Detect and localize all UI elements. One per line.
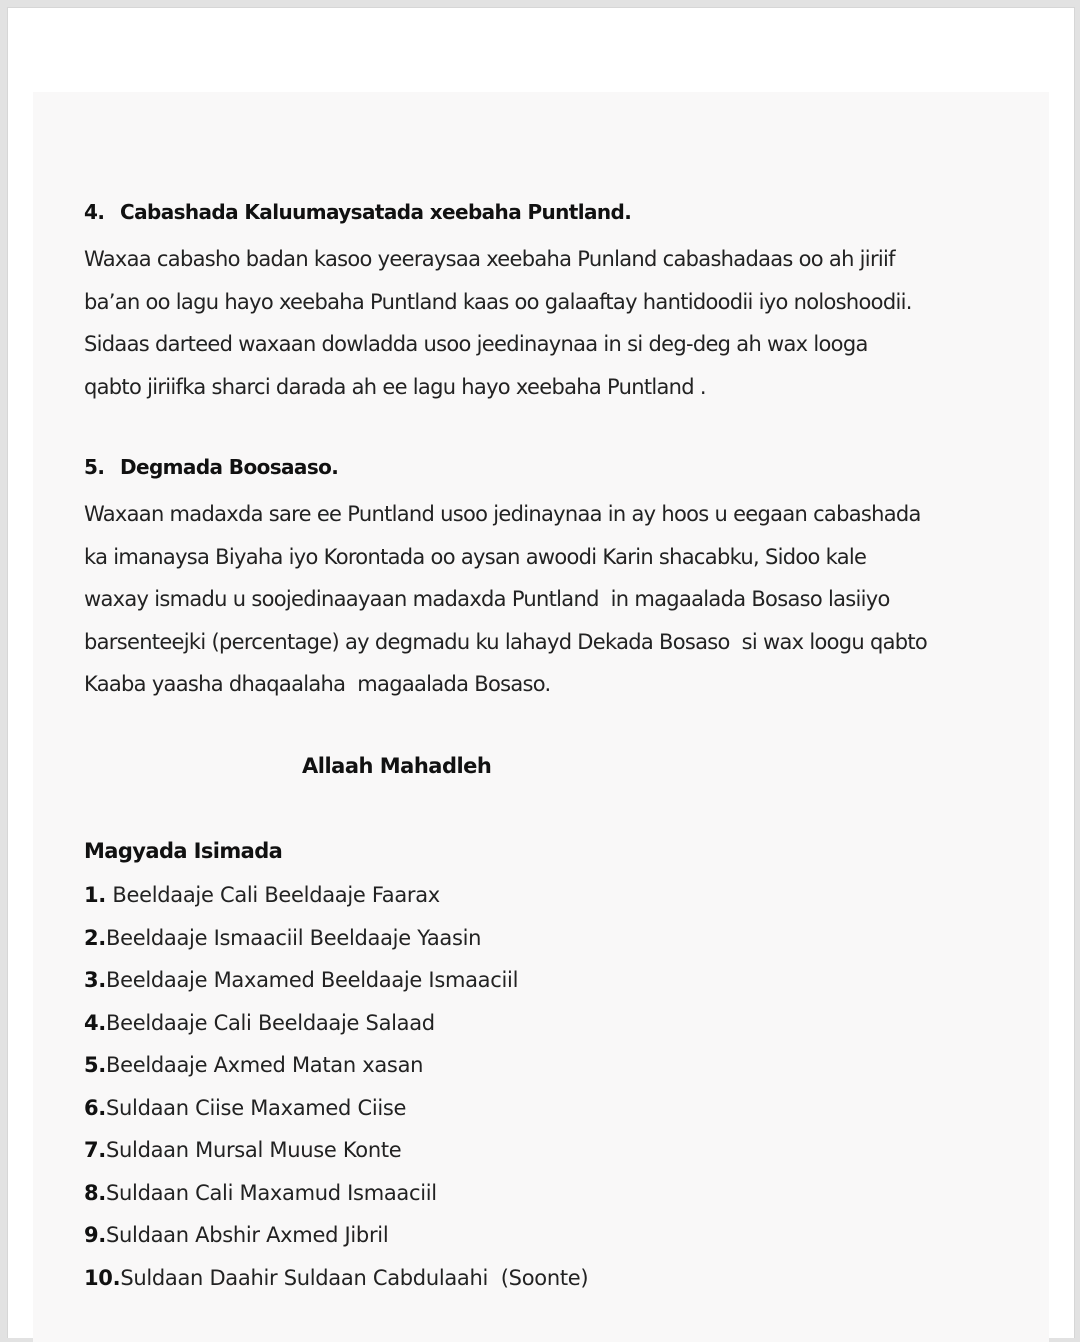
list-item — [84, 1214, 588, 1257]
list-item — [84, 1002, 588, 1045]
paragraph-line: Waxaan madaxda sare ee Puntland usoo jedinaynaa in ay hoos u eegaan cabashada — [84, 502, 921, 526]
list-item — [84, 1044, 588, 1087]
closing-text: Allaah Mahadleh — [302, 754, 492, 778]
item-number: 7. — [84, 1138, 106, 1162]
paragraph-line: ba’an oo lagu hayo xeebaha Puntland kaas oo galaaftay hantidoodii iyo noloshoodii. — [84, 289, 912, 314]
document-body — [33, 92, 1049, 1342]
item-name: Beeldaaje Maxamed Beeldaaje Ismaaciil — [106, 968, 519, 992]
paragraph-line: barsenteejki (percentage) ay degmadu ku lahayd Dekada Bosaso si wax loogu qabto — [84, 629, 928, 654]
paragraph-line: qabto jiriifka sharci darada ah ee lagu hayo xeebaha Puntland . — [84, 374, 706, 399]
item-number: 5. — [84, 1053, 106, 1077]
item-number: 9. — [84, 1223, 106, 1247]
paragraph-line: Waxaa cabasho badan kasoo yeeraysaa xeebaha Punland cabashadaas oo ah jiriif — [84, 247, 895, 271]
list-item — [84, 959, 588, 1002]
item-name: Beeldaaje Cali Beeldaaje Faarax — [106, 883, 440, 907]
item-name: Beeldaaje Cali Beeldaaje Salaad — [106, 1010, 435, 1035]
list-item — [84, 1257, 588, 1300]
section-5-paragraph — [84, 493, 927, 706]
signatories-list — [84, 874, 588, 1299]
section-title: Degmada Boosaaso. — [120, 455, 339, 479]
section-title: Cabashada Kaluumaysatada xeebaha Puntland. — [120, 200, 632, 224]
section-4-paragraph — [84, 238, 912, 408]
item-name: Suldaan Mursal Muuse Konte — [106, 1138, 402, 1162]
item-name: Suldaan Abshir Axmed Jibril — [106, 1223, 389, 1247]
item-number: 10. — [84, 1265, 121, 1290]
paragraph-line: ka imanaysa Biyaha iyo Korontada oo aysan awoodi Karin shacabku, Sidoo kale — [84, 544, 867, 569]
list-item — [84, 1129, 588, 1172]
document-page — [7, 7, 1075, 1338]
item-name: Suldaan Cali Maxamud Ismaaciil — [106, 1180, 437, 1205]
item-number: 8. — [84, 1180, 106, 1205]
signatories-title: Magyada Isimada — [84, 839, 283, 863]
item-name: Suldaan Ciise Maxamed Ciise — [106, 1095, 407, 1120]
paragraph-line: Kaaba yaasha dhaqaalaha magaalada Bosaso. — [84, 672, 551, 696]
item-name: Beeldaaje Axmed Matan xasan — [106, 1053, 424, 1077]
section-4-heading — [84, 200, 631, 224]
item-number: 1. — [84, 883, 106, 907]
section-number: 4. — [84, 200, 105, 224]
item-number: 4. — [84, 1010, 106, 1035]
item-number: 3. — [84, 968, 106, 992]
item-name: Suldaan Daahir Suldaan Cabdulaahi (Soonte) — [120, 1265, 589, 1290]
list-item — [84, 917, 588, 960]
list-item — [84, 1172, 588, 1215]
paragraph-line: Sidaas darteed waxaan dowladda usoo jeedinaynaa in si deg-deg ah wax looga — [84, 332, 868, 356]
item-number: 2. — [84, 925, 106, 950]
list-item — [84, 1087, 588, 1130]
section-5-heading — [84, 455, 338, 479]
item-number: 6. — [84, 1095, 106, 1120]
item-name: Beeldaaje Ismaaciil Beeldaaje Yaasin — [106, 925, 482, 950]
list-item — [84, 874, 588, 917]
section-number: 5. — [84, 455, 105, 479]
paragraph-line: waxay ismadu u soojedinaayaan madaxda Puntland in magaalada Bosaso lasiiyo — [84, 587, 890, 611]
